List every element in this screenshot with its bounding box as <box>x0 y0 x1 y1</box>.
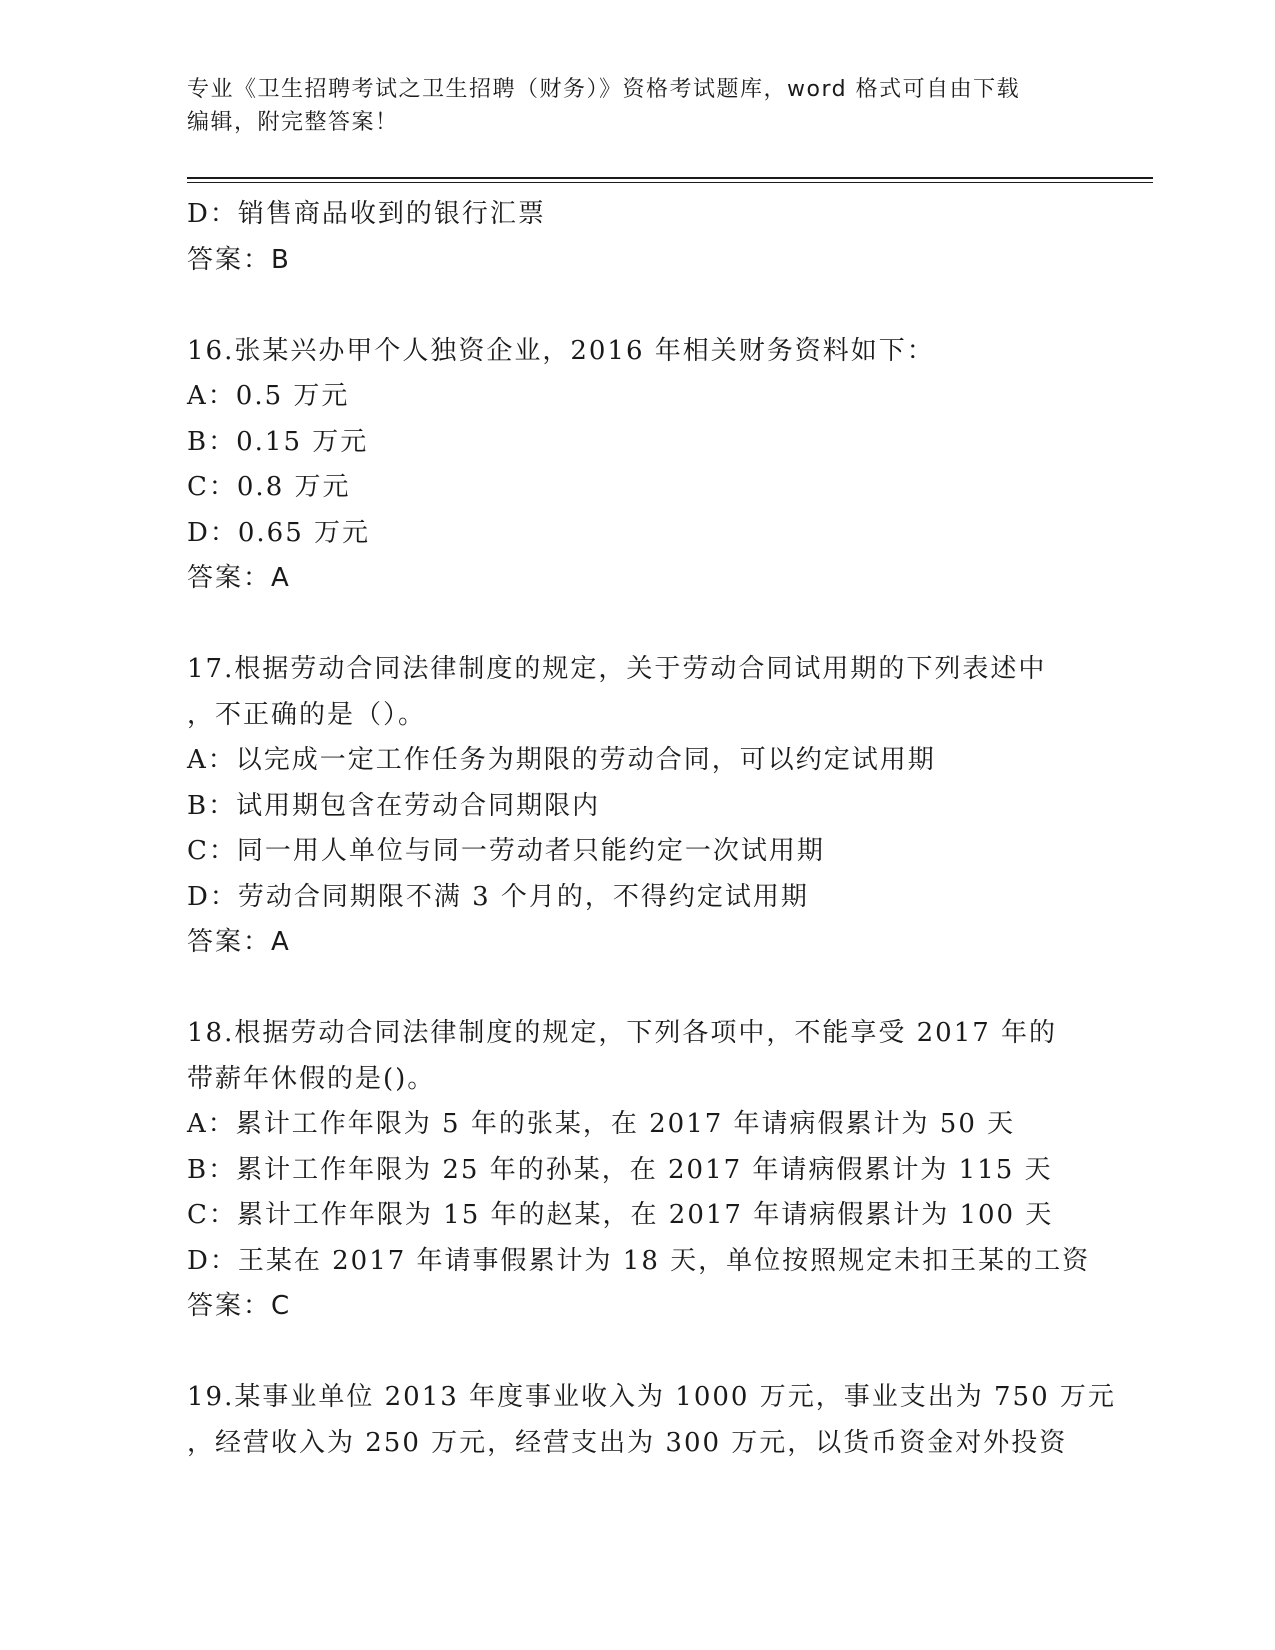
question-16 <box>187 329 1127 602</box>
option-b: B：累计工作年限为 25 年的孙某，在 2017 年请病假累计为 115 天 <box>187 1154 1053 1185</box>
document-header <box>187 73 1087 139</box>
spacer <box>187 966 1127 1012</box>
option-d: D：劳动合同期限不满 3 个月的，不得约定试用期 <box>187 881 809 912</box>
question-stem: 17.根据劳动合同法律制度的规定，关于劳动合同试用期的下列表述中 <box>187 654 1047 684</box>
question-stem: ，不正确的是（）。 <box>187 699 427 730</box>
question-15-tail <box>187 192 1127 283</box>
option-b: B：0.15 万元 <box>187 426 369 457</box>
answer: 答案：A <box>187 563 291 593</box>
option-b: B：试用期包含在劳动合同期限内 <box>187 790 601 821</box>
answer: 答案：C <box>187 1291 292 1321</box>
option-d: D：王某在 2017 年请事假累计为 18 天，单位按照规定未扣王某的工资 <box>187 1245 1091 1276</box>
spacer <box>187 1330 1127 1376</box>
question-stem: 19.某事业单位 2013 年度事业收入为 1000 万元，事业支出为 750 万元 <box>187 1382 1116 1412</box>
question-stem: 带薪年休假的是()。 <box>187 1063 436 1094</box>
header-line-1: 专业《卫生招聘考试之卫生招聘（财务）》资格考试题库，word 格式可自由下载 <box>187 77 1021 102</box>
header-rule-thin <box>187 182 1153 183</box>
spacer <box>187 283 1127 329</box>
question-stem: ，经营收入为 250 万元，经营支出为 300 万元，以货币资金对外投资 <box>187 1427 1068 1458</box>
question-17 <box>187 647 1127 966</box>
option-a: A：以完成一定工作任务为期限的劳动合同，可以约定试用期 <box>187 745 936 775</box>
option-d: D：销售商品收到的银行汇票 <box>187 199 546 229</box>
option-c: C：累计工作年限为 15 年的赵某，在 2017 年请病假累计为 100 天 <box>187 1200 1054 1230</box>
option-a: A：累计工作年限为 5 年的张某，在 2017 年请病假累计为 50 天 <box>187 1109 1016 1139</box>
option-a: A：0.5 万元 <box>187 381 350 411</box>
answer: 答案：A <box>187 927 291 957</box>
header-rule-thick <box>187 177 1153 179</box>
question-stem: 16.张某兴办甲个人独资企业，2016 年相关财务资料如下： <box>187 335 935 366</box>
question-18 <box>187 1011 1127 1330</box>
option-d: D：0.65 万元 <box>187 517 371 548</box>
answer: 答案：B <box>187 244 291 275</box>
question-19 <box>187 1375 1127 1466</box>
option-c: C：0.8 万元 <box>187 472 351 502</box>
document-body <box>187 192 1127 1466</box>
option-c: C：同一用人单位与同一劳动者只能约定一次试用期 <box>187 836 825 866</box>
question-stem: 18.根据劳动合同法律制度的规定，下列各项中，不能享受 2017 年的 <box>187 1018 1058 1048</box>
header-line-2: 编辑，附完整答案！ <box>187 110 399 135</box>
spacer <box>187 602 1127 648</box>
